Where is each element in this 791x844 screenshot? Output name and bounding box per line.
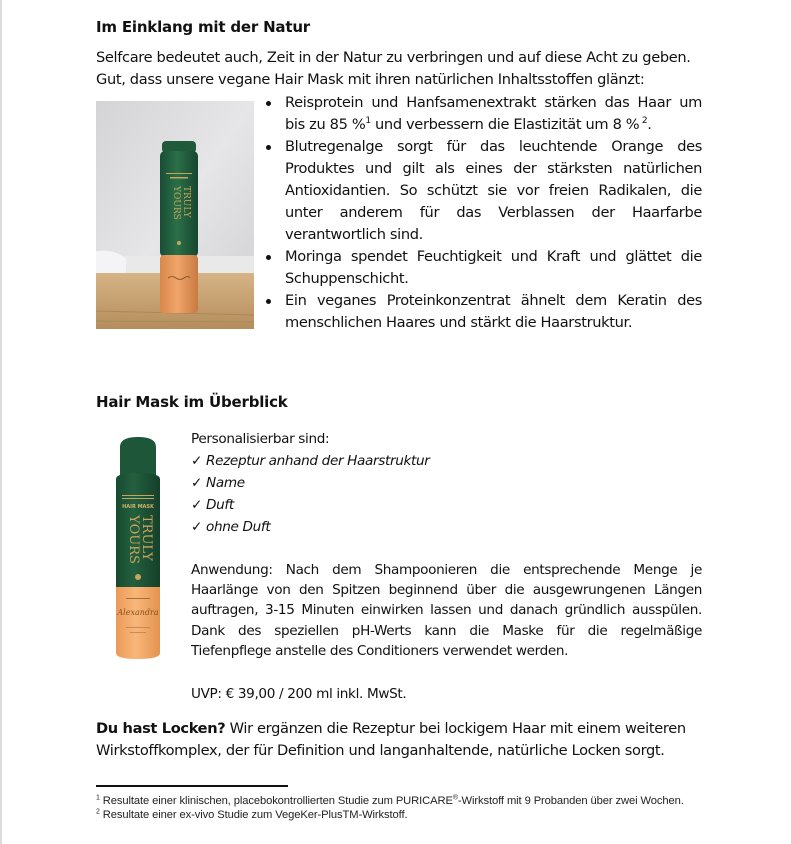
checkmark-icon: ✓ [191, 497, 203, 513]
ingredient-item: Reisprotein und Hanfsamenextrakt stärken das Haar um bis zu 85 %$^1$ und verbessern die Elastizität um 8 % $^2$. [263, 92, 702, 136]
footnote-ref-1: 1 [365, 116, 371, 127]
bottle-emblem-icon [135, 574, 141, 580]
bottle-signature: Alexandra [117, 608, 159, 617]
personalizable-item: ✓ ohne Duft [191, 519, 271, 535]
price-label: UVP: € 39,00 / 200 ml inkl. MwSt. [191, 686, 407, 703]
personalizable-label: Personalisierbar sind: [191, 431, 330, 447]
bottle-cap [120, 437, 156, 475]
svg-text:TRULY: TRULY [181, 186, 191, 218]
bottle-label-text: HAIR MASK [122, 504, 154, 510]
checkmark-icon: ✓ [191, 519, 203, 535]
bullet-icon [266, 145, 271, 150]
page-edge [0, 0, 2, 844]
checkmark-icon: ✓ [191, 475, 203, 491]
svg-text:YOURS: YOURS [171, 186, 181, 220]
footnote-1: $^1$ Resultate einer klinischen, placebokontrollierten Studie zum PURICARE®-Wirkstoff mit 9 Probanden über zwei Wochen. [96, 794, 684, 807]
product-bottle-image [110, 435, 166, 661]
personalizable-item: ✓ Rezeptur anhand der Haarstruktur [191, 453, 430, 469]
checkmark-icon: ✓ [191, 453, 203, 469]
ingredient-item: Ein veganes Proteinkonzentrat ähnelt dem Keratin des menschlichen Haares und stärkt die Haarstruktur. [263, 290, 702, 334]
bullet-icon [266, 101, 271, 106]
usage-instructions: Anwendung: Nach dem Shampoonieren die entsprechende Menge je Haarlänge von den Spitzen beginnend über die ausgewrungenen Längen auftragen, 3-15 Minuten einwirken lassen und danach gründlich ausspülen. Dank des speziellen pH-Werts kann die Maske für die regelmäßige Tiefenpflege anstelle des Conditioners verwendet werden. [191, 562, 702, 659]
product-photo [96, 101, 254, 329]
ingredient-list [263, 92, 702, 334]
bottle-brand-line2: TRULY [139, 515, 154, 561]
ingredient-item: Blutregenalge sorgt für das leuchtende Orange des Produktes und gilt als eines der stärksten natürlichen Antioxidantien. So schützt sie vor freien Radikalen, die unter anderem für das Verblassen der Haarfarbe verantwortlich sind. [263, 136, 702, 246]
footnotes [96, 794, 702, 822]
bullet-icon [266, 299, 271, 304]
intro-line-2: Gut, dass unsere vegane Hair Mask mit ihren natürlichen Inhaltsstoffen glänzt: [96, 71, 645, 88]
footnote-ref-2: 2 [641, 116, 648, 127]
product-bottle-illustration [110, 435, 166, 661]
personalizable-item: ✓ Duft [191, 497, 234, 513]
personalizable-item: ✓ Name [191, 475, 245, 491]
section-heading-overview: Hair Mask im Überblick [96, 393, 288, 411]
bullet-icon [266, 255, 271, 260]
product-overview [191, 428, 702, 705]
bottle-orange-body [160, 255, 198, 313]
product-photo-illustration [96, 101, 254, 329]
bottle-orange-body [116, 587, 160, 659]
bottle-brand-line1: YOURS [126, 515, 141, 564]
footnote-2: $^2$ Resultate einer ex-vivo Studie zum VegeKer-PlusTM-Wirkstoff. [96, 808, 408, 821]
curls-paragraph: Du hast Locken? Wir ergänzen die Rezeptur bei lockigem Haar mit einem weiteren Wirkstoffkomplex, der für Definition und langanhaltende, natürliche Locken sorgt. [96, 720, 686, 759]
intro-paragraph [96, 47, 706, 91]
ingredient-item: Moringa spendet Feuchtigkeit und Kraft und glättet die Schuppenschicht. [263, 246, 702, 290]
curls-lead: Du hast Locken? [96, 720, 226, 737]
section-heading-nature: Im Einklang mit der Natur [96, 18, 310, 36]
intro-line-1: Selfcare bedeutet auch, Zeit in der Natur zu verbringen und auf diese Acht zu geben. [96, 49, 691, 66]
footnote-separator [96, 785, 288, 787]
